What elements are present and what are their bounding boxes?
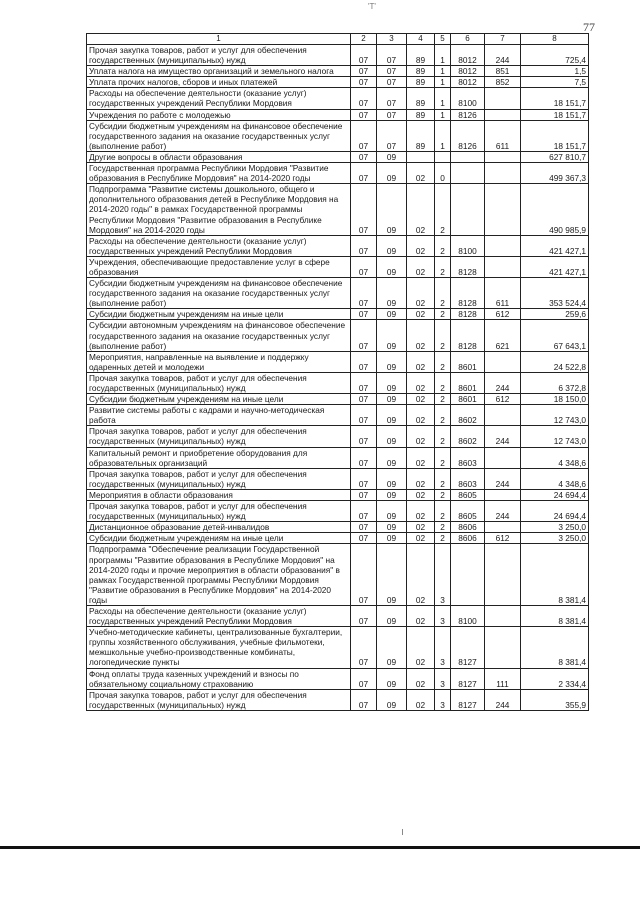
article-code-cell: 8601 bbox=[451, 372, 485, 393]
section-code-cell: 07 bbox=[351, 544, 377, 606]
article-code-cell: 8605 bbox=[451, 489, 485, 500]
budget-table bbox=[86, 33, 589, 711]
article-code-cell bbox=[451, 544, 485, 606]
page-number: 77 bbox=[583, 20, 595, 34]
article-code-cell: 8128 bbox=[451, 309, 485, 320]
section-code-cell: 07 bbox=[351, 235, 377, 256]
table-row bbox=[87, 184, 589, 235]
subprogram-code-cell: 2 bbox=[435, 426, 451, 447]
program-code-cell: 02 bbox=[407, 447, 435, 468]
expense-name-cell: Субсидии автономным учреждениям на финансовое обеспечение государственного задания на оказание государственных услуг (выполнение работ) bbox=[87, 320, 351, 351]
subsection-code-cell: 07 bbox=[377, 77, 407, 88]
subprogram-code-cell: 2 bbox=[435, 501, 451, 522]
subprogram-code-cell: 2 bbox=[435, 184, 451, 235]
subsection-code-cell: 09 bbox=[377, 372, 407, 393]
section-code-cell: 07 bbox=[351, 320, 377, 351]
scan-speck bbox=[402, 829, 403, 835]
subprogram-code-cell: 2 bbox=[435, 533, 451, 544]
subprogram-code-cell: 2 bbox=[435, 394, 451, 405]
table-row bbox=[87, 405, 589, 426]
subsection-code-cell: 09 bbox=[377, 501, 407, 522]
subsection-code-cell: 09 bbox=[377, 689, 407, 710]
subprogram-code-cell: 2 bbox=[435, 320, 451, 351]
program-code-cell: 89 bbox=[407, 45, 435, 66]
subsection-code-cell: 07 bbox=[377, 120, 407, 151]
subsection-code-cell: 09 bbox=[377, 668, 407, 689]
expense-type-code-cell bbox=[485, 109, 521, 120]
section-code-cell: 07 bbox=[351, 533, 377, 544]
article-code-cell: 8127 bbox=[451, 627, 485, 668]
article-code-cell: 8601 bbox=[451, 351, 485, 372]
program-code-cell: 02 bbox=[407, 309, 435, 320]
amount-cell: 12 743,0 bbox=[521, 405, 589, 426]
section-code-cell: 07 bbox=[351, 278, 377, 309]
amount-cell: 627 810,7 bbox=[521, 151, 589, 162]
article-code-cell: 8100 bbox=[451, 235, 485, 256]
section-code-cell: 07 bbox=[351, 501, 377, 522]
expense-name-cell: Расходы на обеспечение деятельности (оказание услуг) государственных учреждений Республики Мордовия bbox=[87, 88, 351, 109]
table-row bbox=[87, 66, 589, 77]
amount-cell: 490 985,9 bbox=[521, 184, 589, 235]
expense-name-cell: Субсидии бюджетным учреждениям на финансовое обеспечение государственного задания на оказание государственных услуг (выполнение работ) bbox=[87, 278, 351, 309]
column-header: 2 bbox=[351, 34, 377, 45]
expense-type-code-cell: 244 bbox=[485, 45, 521, 66]
expense-type-code-cell bbox=[485, 163, 521, 184]
expense-name-cell: Государственная программа Республики Мордовия "Развитие образования в Республике Мордовия" на 2014-2020 годы bbox=[87, 163, 351, 184]
program-code-cell: 02 bbox=[407, 489, 435, 500]
section-code-cell: 07 bbox=[351, 184, 377, 235]
table-row bbox=[87, 468, 589, 489]
article-code-cell: 8126 bbox=[451, 109, 485, 120]
amount-cell: 4 348,6 bbox=[521, 447, 589, 468]
program-code-cell: 02 bbox=[407, 405, 435, 426]
expense-name-cell: Субсидии бюджетным учреждениям на иные цели bbox=[87, 394, 351, 405]
article-code-cell: 8012 bbox=[451, 66, 485, 77]
section-code-cell: 07 bbox=[351, 668, 377, 689]
table-row bbox=[87, 351, 589, 372]
program-code-cell: 02 bbox=[407, 533, 435, 544]
expense-type-code-cell: 244 bbox=[485, 468, 521, 489]
expense-name-cell: Уплата прочих налогов, сборов и иных платежей bbox=[87, 77, 351, 88]
amount-cell: 3 250,0 bbox=[521, 533, 589, 544]
section-code-cell: 07 bbox=[351, 394, 377, 405]
table-row bbox=[87, 120, 589, 151]
expense-name-cell: Подпрограмма "Обеспечение реализации Государственной программы "Развитие образования в Республике Мордовия" на 2014-2020 годы и прочие мероприятия в области образования" в рамках Государственной программы Республики Мордовия "Развитие образования в Республике Мордовия" на 2014-2020 годы bbox=[87, 544, 351, 606]
expense-type-code-cell bbox=[485, 544, 521, 606]
program-code-cell: 02 bbox=[407, 522, 435, 533]
amount-cell: 24 694,4 bbox=[521, 501, 589, 522]
article-code-cell: 8602 bbox=[451, 426, 485, 447]
article-code-cell: 8012 bbox=[451, 77, 485, 88]
program-code-cell: 02 bbox=[407, 501, 435, 522]
expense-name-cell: Учебно-методические кабинеты, централизованные бухгалтерии, группы хозяйственного обслуживания, учебные фильмотеки, межшкольные учебно-производственные комбинаты, логопедические пункты bbox=[87, 627, 351, 668]
column-header: 4 bbox=[407, 34, 435, 45]
section-code-cell: 07 bbox=[351, 689, 377, 710]
table-row bbox=[87, 320, 589, 351]
subprogram-code-cell: 3 bbox=[435, 689, 451, 710]
subsection-code-cell: 09 bbox=[377, 278, 407, 309]
section-code-cell: 07 bbox=[351, 151, 377, 162]
article-code-cell: 8128 bbox=[451, 278, 485, 309]
amount-cell: 2 334,4 bbox=[521, 668, 589, 689]
subprogram-code-cell: 3 bbox=[435, 544, 451, 606]
amount-cell: 8 381,4 bbox=[521, 627, 589, 668]
subsection-code-cell: 09 bbox=[377, 151, 407, 162]
article-code-cell: 8606 bbox=[451, 522, 485, 533]
article-code-cell bbox=[451, 184, 485, 235]
subprogram-code-cell: 2 bbox=[435, 235, 451, 256]
expense-type-code-cell: 852 bbox=[485, 77, 521, 88]
section-code-cell: 07 bbox=[351, 605, 377, 626]
section-code-cell: 07 bbox=[351, 256, 377, 277]
article-code-cell: 8127 bbox=[451, 689, 485, 710]
subsection-code-cell: 07 bbox=[377, 66, 407, 77]
amount-cell: 18 151,7 bbox=[521, 109, 589, 120]
column-header: 6 bbox=[451, 34, 485, 45]
subprogram-code-cell: 1 bbox=[435, 66, 451, 77]
subsection-code-cell: 07 bbox=[377, 45, 407, 66]
program-code-cell: 02 bbox=[407, 351, 435, 372]
expense-type-code-cell: 111 bbox=[485, 668, 521, 689]
expense-name-cell: Капитальный ремонт и приобретение оборудования для образовательных организаций bbox=[87, 447, 351, 468]
program-code-cell: 02 bbox=[407, 468, 435, 489]
article-code-cell: 8126 bbox=[451, 120, 485, 151]
expense-name-cell: Другие вопросы в области образования bbox=[87, 151, 351, 162]
subprogram-code-cell: 1 bbox=[435, 45, 451, 66]
expense-name-cell: Уплата налога на имущество организаций и земельного налога bbox=[87, 66, 351, 77]
subprogram-code-cell bbox=[435, 151, 451, 162]
expense-name-cell: Субсидии бюджетным учреждениям на иные цели bbox=[87, 533, 351, 544]
program-code-cell: 02 bbox=[407, 320, 435, 351]
expense-type-code-cell: 612 bbox=[485, 394, 521, 405]
subprogram-code-cell: 2 bbox=[435, 447, 451, 468]
section-code-cell: 07 bbox=[351, 372, 377, 393]
subprogram-code-cell: 2 bbox=[435, 372, 451, 393]
amount-cell: 67 643,1 bbox=[521, 320, 589, 351]
expense-type-code-cell bbox=[485, 627, 521, 668]
subsection-code-cell: 09 bbox=[377, 489, 407, 500]
subsection-code-cell: 09 bbox=[377, 627, 407, 668]
table-row bbox=[87, 163, 589, 184]
subprogram-code-cell: 2 bbox=[435, 522, 451, 533]
amount-cell: 8 381,4 bbox=[521, 605, 589, 626]
expense-type-code-cell: 611 bbox=[485, 278, 521, 309]
table-row bbox=[87, 522, 589, 533]
program-code-cell: 02 bbox=[407, 605, 435, 626]
program-code-cell: 02 bbox=[407, 372, 435, 393]
article-code-cell: 8603 bbox=[451, 468, 485, 489]
section-code-cell: 07 bbox=[351, 309, 377, 320]
expense-type-code-cell bbox=[485, 351, 521, 372]
article-code-cell: 8100 bbox=[451, 88, 485, 109]
expense-name-cell: Субсидии бюджетным учреждениям на иные цели bbox=[87, 309, 351, 320]
expense-type-code-cell bbox=[485, 489, 521, 500]
amount-cell: 3 250,0 bbox=[521, 522, 589, 533]
subprogram-code-cell: 2 bbox=[435, 405, 451, 426]
section-code-cell: 07 bbox=[351, 77, 377, 88]
amount-cell: 24 522,8 bbox=[521, 351, 589, 372]
subprogram-code-cell: 2 bbox=[435, 489, 451, 500]
amount-cell: 725,4 bbox=[521, 45, 589, 66]
amount-cell: 6 372,8 bbox=[521, 372, 589, 393]
subsection-code-cell: 09 bbox=[377, 447, 407, 468]
subprogram-code-cell: 3 bbox=[435, 627, 451, 668]
top-margin-mark: 'Т' bbox=[368, 2, 376, 11]
program-code-cell: 02 bbox=[407, 394, 435, 405]
expense-name-cell: Учреждения, обеспечивающие предоставление услуг в сфере образования bbox=[87, 256, 351, 277]
subprogram-code-cell: 1 bbox=[435, 88, 451, 109]
expense-type-code-cell bbox=[485, 88, 521, 109]
subsection-code-cell: 09 bbox=[377, 426, 407, 447]
expense-name-cell: Субсидии бюджетным учреждениям на финансовое обеспечение государственного задания на оказание государственных услуг (выполнение работ) bbox=[87, 120, 351, 151]
program-code-cell: 02 bbox=[407, 184, 435, 235]
expense-name-cell: Дистанционное образование детей-инвалидов bbox=[87, 522, 351, 533]
amount-cell: 18 151,7 bbox=[521, 88, 589, 109]
article-code-cell: 8012 bbox=[451, 45, 485, 66]
amount-cell: 8 381,4 bbox=[521, 544, 589, 606]
column-header: 8 bbox=[521, 34, 589, 45]
article-code-cell: 8603 bbox=[451, 447, 485, 468]
expense-type-code-cell bbox=[485, 184, 521, 235]
section-code-cell: 07 bbox=[351, 426, 377, 447]
section-code-cell: 07 bbox=[351, 66, 377, 77]
subprogram-code-cell: 3 bbox=[435, 605, 451, 626]
expense-name-cell: Мероприятия, направленные на выявление и поддержку одаренных детей и молодежи bbox=[87, 351, 351, 372]
amount-cell: 18 150,0 bbox=[521, 394, 589, 405]
amount-cell: 24 694,4 bbox=[521, 489, 589, 500]
subprogram-code-cell: 2 bbox=[435, 256, 451, 277]
amount-cell: 499 367,3 bbox=[521, 163, 589, 184]
table-row bbox=[87, 668, 589, 689]
column-header: 3 bbox=[377, 34, 407, 45]
subsection-code-cell: 09 bbox=[377, 256, 407, 277]
expense-type-code-cell: 612 bbox=[485, 533, 521, 544]
subsection-code-cell: 07 bbox=[377, 109, 407, 120]
section-code-cell: 07 bbox=[351, 88, 377, 109]
expense-type-code-cell bbox=[485, 235, 521, 256]
column-header: 5 bbox=[435, 34, 451, 45]
expense-name-cell: Прочая закупка товаров, работ и услуг для обеспечения государственных (муниципальных) нужд bbox=[87, 468, 351, 489]
table-row bbox=[87, 544, 589, 606]
expense-name-cell: Прочая закупка товаров, работ и услуг для обеспечения государственных (муниципальных) нужд bbox=[87, 689, 351, 710]
article-code-cell: 8127 bbox=[451, 668, 485, 689]
table-row bbox=[87, 309, 589, 320]
amount-cell: 353 524,4 bbox=[521, 278, 589, 309]
bottom-rule bbox=[0, 846, 640, 849]
expense-type-code-cell: 244 bbox=[485, 689, 521, 710]
section-code-cell: 07 bbox=[351, 120, 377, 151]
section-code-cell: 07 bbox=[351, 405, 377, 426]
amount-cell: 355,9 bbox=[521, 689, 589, 710]
table-row bbox=[87, 256, 589, 277]
amount-cell: 4 348,6 bbox=[521, 468, 589, 489]
section-code-cell: 07 bbox=[351, 109, 377, 120]
section-code-cell: 07 bbox=[351, 468, 377, 489]
article-code-cell: 8601 bbox=[451, 394, 485, 405]
table-header bbox=[87, 34, 589, 45]
program-code-cell: 02 bbox=[407, 544, 435, 606]
table-row bbox=[87, 77, 589, 88]
expense-name-cell: Подпрограмма "Развитие системы дошкольного, общего и дополнительного образования детей в Республике Мордовия на 2014-2020 годы" в рамках Государственной программы Республики Мордовия "Развитие образования в Республике Мордовия" на 2014-2020 годы bbox=[87, 184, 351, 235]
amount-cell: 421 427,1 bbox=[521, 235, 589, 256]
program-code-cell: 02 bbox=[407, 627, 435, 668]
expense-type-code-cell: 244 bbox=[485, 426, 521, 447]
subsection-code-cell: 09 bbox=[377, 394, 407, 405]
amount-cell: 12 743,0 bbox=[521, 426, 589, 447]
expense-type-code-cell bbox=[485, 151, 521, 162]
subsection-code-cell: 09 bbox=[377, 522, 407, 533]
table-body bbox=[87, 45, 589, 711]
article-code-cell: 8128 bbox=[451, 320, 485, 351]
expense-type-code-cell bbox=[485, 605, 521, 626]
subprogram-code-cell: 1 bbox=[435, 120, 451, 151]
subsection-code-cell: 09 bbox=[377, 468, 407, 489]
program-code-cell: 89 bbox=[407, 66, 435, 77]
subsection-code-cell: 09 bbox=[377, 544, 407, 606]
expense-name-cell: Прочая закупка товаров, работ и услуг для обеспечения государственных (муниципальных) нужд bbox=[87, 501, 351, 522]
section-code-cell: 07 bbox=[351, 163, 377, 184]
program-code-cell: 02 bbox=[407, 668, 435, 689]
section-code-cell: 07 bbox=[351, 489, 377, 500]
table-row bbox=[87, 447, 589, 468]
table-row bbox=[87, 394, 589, 405]
expense-type-code-cell: 244 bbox=[485, 372, 521, 393]
subprogram-code-cell: 2 bbox=[435, 309, 451, 320]
program-code-cell: 02 bbox=[407, 278, 435, 309]
expense-name-cell: Фонд оплаты труда казенных учреждений и взносы по обязательному социальному страхованию bbox=[87, 668, 351, 689]
section-code-cell: 07 bbox=[351, 522, 377, 533]
program-code-cell: 89 bbox=[407, 120, 435, 151]
amount-cell: 421 427,1 bbox=[521, 256, 589, 277]
amount-cell: 18 151,7 bbox=[521, 120, 589, 151]
subsection-code-cell: 09 bbox=[377, 351, 407, 372]
table-row bbox=[87, 88, 589, 109]
expense-type-code-cell bbox=[485, 522, 521, 533]
expense-type-code-cell: 612 bbox=[485, 309, 521, 320]
program-code-cell: 02 bbox=[407, 689, 435, 710]
table-row bbox=[87, 689, 589, 710]
section-code-cell: 07 bbox=[351, 447, 377, 468]
subsection-code-cell: 09 bbox=[377, 163, 407, 184]
expense-type-code-cell bbox=[485, 405, 521, 426]
amount-cell: 259,6 bbox=[521, 309, 589, 320]
column-header: 1 bbox=[87, 34, 351, 45]
expense-type-code-cell: 244 bbox=[485, 501, 521, 522]
expense-name-cell: Прочая закупка товаров, работ и услуг для обеспечения государственных (муниципальных) нужд bbox=[87, 45, 351, 66]
article-code-cell: 8100 bbox=[451, 605, 485, 626]
expense-name-cell: Прочая закупка товаров, работ и услуг для обеспечения государственных (муниципальных) нужд bbox=[87, 426, 351, 447]
table-header-row bbox=[87, 34, 589, 45]
table-row bbox=[87, 372, 589, 393]
table-row bbox=[87, 278, 589, 309]
subsection-code-cell: 09 bbox=[377, 320, 407, 351]
article-code-cell: 8606 bbox=[451, 533, 485, 544]
subsection-code-cell: 09 bbox=[377, 605, 407, 626]
expense-name-cell: Расходы на обеспечение деятельности (оказание услуг) государственных учреждений Республики Мордовия bbox=[87, 235, 351, 256]
subprogram-code-cell: 1 bbox=[435, 77, 451, 88]
table-row bbox=[87, 605, 589, 626]
column-header: 7 bbox=[485, 34, 521, 45]
program-code-cell bbox=[407, 151, 435, 162]
subprogram-code-cell: 3 bbox=[435, 668, 451, 689]
table-row bbox=[87, 501, 589, 522]
table-row bbox=[87, 109, 589, 120]
expense-name-cell: Прочая закупка товаров, работ и услуг для обеспечения государственных (муниципальных) нужд bbox=[87, 372, 351, 393]
subsection-code-cell: 09 bbox=[377, 235, 407, 256]
table-row bbox=[87, 151, 589, 162]
program-code-cell: 02 bbox=[407, 163, 435, 184]
subsection-code-cell: 09 bbox=[377, 309, 407, 320]
program-code-cell: 02 bbox=[407, 235, 435, 256]
expense-type-code-cell: 611 bbox=[485, 120, 521, 151]
section-code-cell: 07 bbox=[351, 351, 377, 372]
article-code-cell: 8128 bbox=[451, 256, 485, 277]
table-row bbox=[87, 533, 589, 544]
table-row bbox=[87, 489, 589, 500]
article-code-cell bbox=[451, 151, 485, 162]
program-code-cell: 89 bbox=[407, 88, 435, 109]
program-code-cell: 02 bbox=[407, 426, 435, 447]
expense-type-code-cell bbox=[485, 447, 521, 468]
article-code-cell: 8605 bbox=[451, 501, 485, 522]
program-code-cell: 89 bbox=[407, 109, 435, 120]
subsection-code-cell: 09 bbox=[377, 405, 407, 426]
section-code-cell: 07 bbox=[351, 45, 377, 66]
expense-name-cell: Учреждения по работе с молодежью bbox=[87, 109, 351, 120]
subprogram-code-cell: 0 bbox=[435, 163, 451, 184]
expense-name-cell: Мероприятия в области образования bbox=[87, 489, 351, 500]
subprogram-code-cell: 2 bbox=[435, 351, 451, 372]
expense-name-cell: Расходы на обеспечение деятельности (оказание услуг) государственных учреждений Республики Мордовия bbox=[87, 605, 351, 626]
expense-name-cell: Развитие системы работы с кадрами и научно-методическая работа bbox=[87, 405, 351, 426]
subsection-code-cell: 09 bbox=[377, 184, 407, 235]
section-code-cell: 07 bbox=[351, 627, 377, 668]
subsection-code-cell: 07 bbox=[377, 88, 407, 109]
table-row bbox=[87, 45, 589, 66]
article-code-cell: 8602 bbox=[451, 405, 485, 426]
table-row bbox=[87, 426, 589, 447]
table-row bbox=[87, 235, 589, 256]
expense-type-code-cell bbox=[485, 256, 521, 277]
amount-cell: 7,5 bbox=[521, 77, 589, 88]
table-row bbox=[87, 627, 589, 668]
subsection-code-cell: 09 bbox=[377, 533, 407, 544]
program-code-cell: 02 bbox=[407, 256, 435, 277]
program-code-cell: 89 bbox=[407, 77, 435, 88]
expense-type-code-cell: 621 bbox=[485, 320, 521, 351]
subprogram-code-cell: 1 bbox=[435, 109, 451, 120]
subprogram-code-cell: 2 bbox=[435, 278, 451, 309]
amount-cell: 1,5 bbox=[521, 66, 589, 77]
subprogram-code-cell: 2 bbox=[435, 468, 451, 489]
expense-type-code-cell: 851 bbox=[485, 66, 521, 77]
article-code-cell bbox=[451, 163, 485, 184]
